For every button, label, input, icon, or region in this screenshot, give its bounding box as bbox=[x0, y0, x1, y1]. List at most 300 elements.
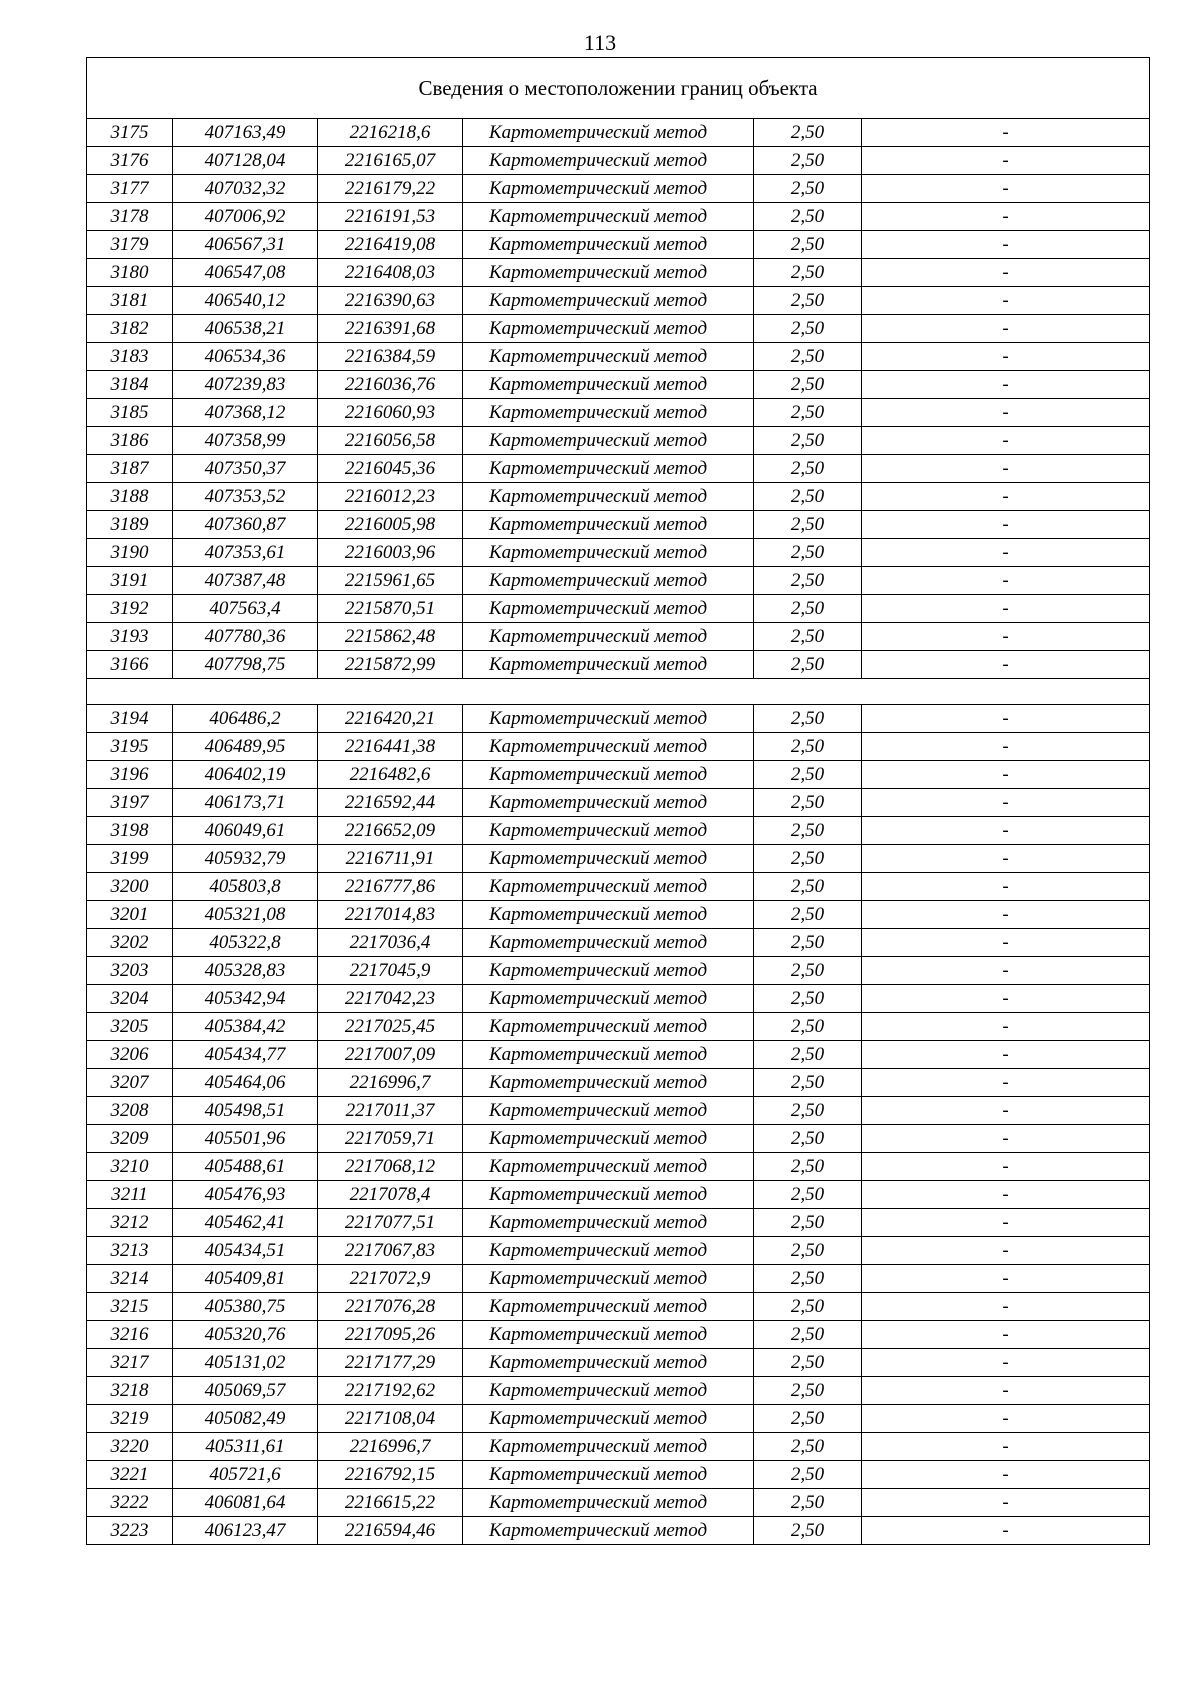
x-coordinate-cell: 407780,36 bbox=[173, 623, 318, 651]
description-cell: - bbox=[862, 1433, 1150, 1461]
point-number-cell: 3178 bbox=[87, 203, 173, 231]
y-coordinate-cell: 2216179,22 bbox=[318, 175, 463, 203]
y-coordinate-cell: 2217177,29 bbox=[318, 1349, 463, 1377]
x-coordinate-cell: 406489,95 bbox=[173, 733, 318, 761]
point-number-cell: 3197 bbox=[87, 789, 173, 817]
y-coordinate-cell: 2216012,23 bbox=[318, 483, 463, 511]
y-coordinate-cell: 2215862,48 bbox=[318, 623, 463, 651]
table-row bbox=[87, 957, 1150, 985]
x-coordinate-cell: 405462,41 bbox=[173, 1209, 318, 1237]
method-cell: Картометрический метод bbox=[463, 957, 754, 985]
description-cell: - bbox=[862, 1489, 1150, 1517]
x-coordinate-cell: 407353,52 bbox=[173, 483, 318, 511]
x-coordinate-cell: 407032,32 bbox=[173, 175, 318, 203]
accuracy-cell: 2,50 bbox=[754, 315, 862, 343]
description-cell: - bbox=[862, 1181, 1150, 1209]
description-cell: - bbox=[862, 789, 1150, 817]
description-cell: - bbox=[862, 817, 1150, 845]
method-cell: Картометрический метод bbox=[463, 1125, 754, 1153]
accuracy-cell: 2,50 bbox=[754, 623, 862, 651]
y-coordinate-cell: 2216218,6 bbox=[318, 119, 463, 147]
point-number-cell: 3202 bbox=[87, 929, 173, 957]
y-coordinate-cell: 2216191,53 bbox=[318, 203, 463, 231]
method-cell: Картометрический метод bbox=[463, 315, 754, 343]
y-coordinate-cell: 2216165,07 bbox=[318, 147, 463, 175]
x-coordinate-cell: 405082,49 bbox=[173, 1405, 318, 1433]
table-row bbox=[87, 1433, 1150, 1461]
method-cell: Картометрический метод bbox=[463, 1461, 754, 1489]
description-cell: - bbox=[862, 1237, 1150, 1265]
description-cell: - bbox=[862, 1377, 1150, 1405]
description-cell: - bbox=[862, 957, 1150, 985]
table-row bbox=[87, 873, 1150, 901]
point-number-cell: 3184 bbox=[87, 371, 173, 399]
x-coordinate-cell: 406123,47 bbox=[173, 1517, 318, 1545]
y-coordinate-cell: 2217108,04 bbox=[318, 1405, 463, 1433]
description-cell: - bbox=[862, 147, 1150, 175]
y-coordinate-cell: 2217045,9 bbox=[318, 957, 463, 985]
table-row bbox=[87, 1069, 1150, 1097]
method-cell: Картометрический метод bbox=[463, 371, 754, 399]
accuracy-cell: 2,50 bbox=[754, 567, 862, 595]
x-coordinate-cell: 407358,99 bbox=[173, 427, 318, 455]
method-cell: Картометрический метод bbox=[463, 455, 754, 483]
accuracy-cell: 2,50 bbox=[754, 817, 862, 845]
table-row bbox=[87, 119, 1150, 147]
group-separator-row bbox=[87, 679, 1150, 705]
accuracy-cell: 2,50 bbox=[754, 287, 862, 315]
point-number-cell: 3207 bbox=[87, 1069, 173, 1097]
point-number-cell: 3190 bbox=[87, 539, 173, 567]
description-cell: - bbox=[862, 1209, 1150, 1237]
point-number-cell: 3194 bbox=[87, 705, 173, 733]
method-cell: Картометрический метод bbox=[463, 147, 754, 175]
method-cell: Картометрический метод bbox=[463, 705, 754, 733]
accuracy-cell: 2,50 bbox=[754, 929, 862, 957]
description-cell: - bbox=[862, 1293, 1150, 1321]
x-coordinate-cell: 405320,76 bbox=[173, 1321, 318, 1349]
y-coordinate-cell: 2215961,65 bbox=[318, 567, 463, 595]
accuracy-cell: 2,50 bbox=[754, 1377, 862, 1405]
accuracy-cell: 2,50 bbox=[754, 1433, 862, 1461]
boundary-table bbox=[86, 57, 1150, 1545]
accuracy-cell: 2,50 bbox=[754, 1321, 862, 1349]
table-row bbox=[87, 343, 1150, 371]
method-cell: Картометрический метод bbox=[463, 1265, 754, 1293]
accuracy-cell: 2,50 bbox=[754, 733, 862, 761]
description-cell: - bbox=[862, 119, 1150, 147]
point-number-cell: 3222 bbox=[87, 1489, 173, 1517]
description-cell: - bbox=[862, 1517, 1150, 1545]
x-coordinate-cell: 407006,92 bbox=[173, 203, 318, 231]
y-coordinate-cell: 2216594,46 bbox=[318, 1517, 463, 1545]
point-number-cell: 3214 bbox=[87, 1265, 173, 1293]
x-coordinate-cell: 405311,61 bbox=[173, 1433, 318, 1461]
accuracy-cell: 2,50 bbox=[754, 595, 862, 623]
x-coordinate-cell: 407368,12 bbox=[173, 399, 318, 427]
y-coordinate-cell: 2216003,96 bbox=[318, 539, 463, 567]
table-row bbox=[87, 1461, 1150, 1489]
table-row bbox=[87, 985, 1150, 1013]
point-number-cell: 3166 bbox=[87, 651, 173, 679]
y-coordinate-cell: 2215870,51 bbox=[318, 595, 463, 623]
x-coordinate-cell: 405131,02 bbox=[173, 1349, 318, 1377]
point-number-cell: 3179 bbox=[87, 231, 173, 259]
y-coordinate-cell: 2217072,9 bbox=[318, 1265, 463, 1293]
table-row bbox=[87, 595, 1150, 623]
point-number-cell: 3204 bbox=[87, 985, 173, 1013]
point-number-cell: 3182 bbox=[87, 315, 173, 343]
description-cell: - bbox=[862, 595, 1150, 623]
accuracy-cell: 2,50 bbox=[754, 1069, 862, 1097]
method-cell: Картометрический метод bbox=[463, 1293, 754, 1321]
point-number-cell: 3196 bbox=[87, 761, 173, 789]
table-row bbox=[87, 1153, 1150, 1181]
point-number-cell: 3177 bbox=[87, 175, 173, 203]
y-coordinate-cell: 2217059,71 bbox=[318, 1125, 463, 1153]
table-row bbox=[87, 1265, 1150, 1293]
accuracy-cell: 2,50 bbox=[754, 1349, 862, 1377]
y-coordinate-cell: 2216005,98 bbox=[318, 511, 463, 539]
point-number-cell: 3191 bbox=[87, 567, 173, 595]
accuracy-cell: 2,50 bbox=[754, 1517, 862, 1545]
accuracy-cell: 2,50 bbox=[754, 511, 862, 539]
method-cell: Картометрический метод bbox=[463, 1433, 754, 1461]
method-cell: Картометрический метод bbox=[463, 1517, 754, 1545]
table-row bbox=[87, 399, 1150, 427]
method-cell: Картометрический метод bbox=[463, 1153, 754, 1181]
method-cell: Картометрический метод bbox=[463, 1377, 754, 1405]
description-cell: - bbox=[862, 985, 1150, 1013]
point-number-cell: 3212 bbox=[87, 1209, 173, 1237]
method-cell: Картометрический метод bbox=[463, 873, 754, 901]
point-number-cell: 3218 bbox=[87, 1377, 173, 1405]
description-cell: - bbox=[862, 483, 1150, 511]
y-coordinate-cell: 2217011,37 bbox=[318, 1097, 463, 1125]
method-cell: Картометрический метод bbox=[463, 175, 754, 203]
method-cell: Картометрический метод bbox=[463, 789, 754, 817]
description-cell: - bbox=[862, 1125, 1150, 1153]
y-coordinate-cell: 2216615,22 bbox=[318, 1489, 463, 1517]
method-cell: Картометрический метод bbox=[463, 483, 754, 511]
accuracy-cell: 2,50 bbox=[754, 455, 862, 483]
x-coordinate-cell: 407353,61 bbox=[173, 539, 318, 567]
method-cell: Картометрический метод bbox=[463, 595, 754, 623]
y-coordinate-cell: 2216996,7 bbox=[318, 1433, 463, 1461]
accuracy-cell: 2,50 bbox=[754, 175, 862, 203]
point-number-cell: 3221 bbox=[87, 1461, 173, 1489]
point-number-cell: 3216 bbox=[87, 1321, 173, 1349]
x-coordinate-cell: 406540,12 bbox=[173, 287, 318, 315]
point-number-cell: 3219 bbox=[87, 1405, 173, 1433]
accuracy-cell: 2,50 bbox=[754, 651, 862, 679]
method-cell: Картометрический метод bbox=[463, 985, 754, 1013]
method-cell: Картометрический метод bbox=[463, 817, 754, 845]
accuracy-cell: 2,50 bbox=[754, 371, 862, 399]
table-row bbox=[87, 483, 1150, 511]
y-coordinate-cell: 2217077,51 bbox=[318, 1209, 463, 1237]
y-coordinate-cell: 2217076,28 bbox=[318, 1293, 463, 1321]
accuracy-cell: 2,50 bbox=[754, 1209, 862, 1237]
accuracy-cell: 2,50 bbox=[754, 539, 862, 567]
point-number-cell: 3205 bbox=[87, 1013, 173, 1041]
y-coordinate-cell: 2216792,15 bbox=[318, 1461, 463, 1489]
accuracy-cell: 2,50 bbox=[754, 1489, 862, 1517]
point-number-cell: 3176 bbox=[87, 147, 173, 175]
description-cell: - bbox=[862, 929, 1150, 957]
method-cell: Картометрический метод bbox=[463, 567, 754, 595]
x-coordinate-cell: 405488,61 bbox=[173, 1153, 318, 1181]
table-row bbox=[87, 371, 1150, 399]
x-coordinate-cell: 405476,93 bbox=[173, 1181, 318, 1209]
description-cell: - bbox=[862, 873, 1150, 901]
x-coordinate-cell: 405328,83 bbox=[173, 957, 318, 985]
method-cell: Картометрический метод bbox=[463, 287, 754, 315]
y-coordinate-cell: 2215872,99 bbox=[318, 651, 463, 679]
table-row bbox=[87, 427, 1150, 455]
x-coordinate-cell: 405434,51 bbox=[173, 1237, 318, 1265]
y-coordinate-cell: 2216592,44 bbox=[318, 789, 463, 817]
x-coordinate-cell: 405069,57 bbox=[173, 1377, 318, 1405]
x-coordinate-cell: 406538,21 bbox=[173, 315, 318, 343]
method-cell: Картометрический метод bbox=[463, 1041, 754, 1069]
point-number-cell: 3199 bbox=[87, 845, 173, 873]
accuracy-cell: 2,50 bbox=[754, 1293, 862, 1321]
y-coordinate-cell: 2217042,23 bbox=[318, 985, 463, 1013]
method-cell: Картометрический метод bbox=[463, 651, 754, 679]
x-coordinate-cell: 405321,08 bbox=[173, 901, 318, 929]
description-cell: - bbox=[862, 287, 1150, 315]
method-cell: Картометрический метод bbox=[463, 845, 754, 873]
table-row bbox=[87, 1517, 1150, 1545]
table-row bbox=[87, 789, 1150, 817]
accuracy-cell: 2,50 bbox=[754, 1013, 862, 1041]
y-coordinate-cell: 2217036,4 bbox=[318, 929, 463, 957]
x-coordinate-cell: 407387,48 bbox=[173, 567, 318, 595]
method-cell: Картометрический метод bbox=[463, 901, 754, 929]
x-coordinate-cell: 407128,04 bbox=[173, 147, 318, 175]
point-number-cell: 3193 bbox=[87, 623, 173, 651]
method-cell: Картометрический метод bbox=[463, 511, 754, 539]
accuracy-cell: 2,50 bbox=[754, 901, 862, 929]
y-coordinate-cell: 2216060,93 bbox=[318, 399, 463, 427]
table-row bbox=[87, 567, 1150, 595]
x-coordinate-cell: 405464,06 bbox=[173, 1069, 318, 1097]
table-row bbox=[87, 705, 1150, 733]
description-cell: - bbox=[862, 259, 1150, 287]
page-number: 113 bbox=[583, 30, 617, 55]
x-coordinate-cell: 405322,8 bbox=[173, 929, 318, 957]
x-coordinate-cell: 406534,36 bbox=[173, 343, 318, 371]
table-row bbox=[87, 511, 1150, 539]
method-cell: Картометрический метод bbox=[463, 1321, 754, 1349]
x-coordinate-cell: 405932,79 bbox=[173, 845, 318, 873]
accuracy-cell: 2,50 bbox=[754, 873, 862, 901]
y-coordinate-cell: 2217078,4 bbox=[318, 1181, 463, 1209]
method-cell: Картометрический метод bbox=[463, 427, 754, 455]
x-coordinate-cell: 405342,94 bbox=[173, 985, 318, 1013]
title-row bbox=[87, 58, 1150, 119]
point-number-cell: 3189 bbox=[87, 511, 173, 539]
y-coordinate-cell: 2216441,38 bbox=[318, 733, 463, 761]
method-cell: Картометрический метод bbox=[463, 399, 754, 427]
y-coordinate-cell: 2216390,63 bbox=[318, 287, 463, 315]
point-number-cell: 3210 bbox=[87, 1153, 173, 1181]
x-coordinate-cell: 407239,83 bbox=[173, 371, 318, 399]
description-cell: - bbox=[862, 539, 1150, 567]
point-number-cell: 3192 bbox=[87, 595, 173, 623]
description-cell: - bbox=[862, 315, 1150, 343]
point-number-cell: 3223 bbox=[87, 1517, 173, 1545]
accuracy-cell: 2,50 bbox=[754, 343, 862, 371]
method-cell: Картометрический метод bbox=[463, 733, 754, 761]
accuracy-cell: 2,50 bbox=[754, 1265, 862, 1293]
y-coordinate-cell: 2216996,7 bbox=[318, 1069, 463, 1097]
accuracy-cell: 2,50 bbox=[754, 985, 862, 1013]
table-row bbox=[87, 1097, 1150, 1125]
y-coordinate-cell: 2217192,62 bbox=[318, 1377, 463, 1405]
table-row bbox=[87, 651, 1150, 679]
table-row bbox=[87, 147, 1150, 175]
x-coordinate-cell: 406486,2 bbox=[173, 705, 318, 733]
description-cell: - bbox=[862, 761, 1150, 789]
description-cell: - bbox=[862, 343, 1150, 371]
method-cell: Картометрический метод bbox=[463, 1013, 754, 1041]
x-coordinate-cell: 406049,61 bbox=[173, 817, 318, 845]
description-cell: - bbox=[862, 651, 1150, 679]
accuracy-cell: 2,50 bbox=[754, 231, 862, 259]
x-coordinate-cell: 405434,77 bbox=[173, 1041, 318, 1069]
description-cell: - bbox=[862, 623, 1150, 651]
table-row bbox=[87, 733, 1150, 761]
point-number-cell: 3211 bbox=[87, 1181, 173, 1209]
table-row bbox=[87, 929, 1150, 957]
x-coordinate-cell: 406081,64 bbox=[173, 1489, 318, 1517]
description-cell: - bbox=[862, 1013, 1150, 1041]
table-row bbox=[87, 1405, 1150, 1433]
accuracy-cell: 2,50 bbox=[754, 1405, 862, 1433]
accuracy-cell: 2,50 bbox=[754, 1181, 862, 1209]
y-coordinate-cell: 2216711,91 bbox=[318, 845, 463, 873]
description-cell: - bbox=[862, 845, 1150, 873]
point-number-cell: 3198 bbox=[87, 817, 173, 845]
table-row bbox=[87, 1209, 1150, 1237]
description-cell: - bbox=[862, 1461, 1150, 1489]
y-coordinate-cell: 2216652,09 bbox=[318, 817, 463, 845]
table-row bbox=[87, 1237, 1150, 1265]
accuracy-cell: 2,50 bbox=[754, 483, 862, 511]
point-number-cell: 3185 bbox=[87, 399, 173, 427]
table-body bbox=[87, 58, 1150, 1545]
accuracy-cell: 2,50 bbox=[754, 399, 862, 427]
table-row bbox=[87, 259, 1150, 287]
description-cell: - bbox=[862, 1153, 1150, 1181]
x-coordinate-cell: 407350,37 bbox=[173, 455, 318, 483]
y-coordinate-cell: 2216056,58 bbox=[318, 427, 463, 455]
x-coordinate-cell: 405380,75 bbox=[173, 1293, 318, 1321]
point-number-cell: 3208 bbox=[87, 1097, 173, 1125]
table-row bbox=[87, 1349, 1150, 1377]
table-row bbox=[87, 817, 1150, 845]
x-coordinate-cell: 405409,81 bbox=[173, 1265, 318, 1293]
point-number-cell: 3195 bbox=[87, 733, 173, 761]
method-cell: Картометрический метод bbox=[463, 1405, 754, 1433]
table-row bbox=[87, 287, 1150, 315]
x-coordinate-cell: 407163,49 bbox=[173, 119, 318, 147]
table-row bbox=[87, 175, 1150, 203]
y-coordinate-cell: 2216391,68 bbox=[318, 315, 463, 343]
method-cell: Картометрический метод bbox=[463, 929, 754, 957]
y-coordinate-cell: 2216419,08 bbox=[318, 231, 463, 259]
accuracy-cell: 2,50 bbox=[754, 1461, 862, 1489]
table-row bbox=[87, 845, 1150, 873]
x-coordinate-cell: 406567,31 bbox=[173, 231, 318, 259]
table-row bbox=[87, 203, 1150, 231]
method-cell: Картометрический метод bbox=[463, 623, 754, 651]
method-cell: Картометрический метод bbox=[463, 1181, 754, 1209]
table-row bbox=[87, 1041, 1150, 1069]
point-number-cell: 3175 bbox=[87, 119, 173, 147]
method-cell: Картометрический метод bbox=[463, 761, 754, 789]
description-cell: - bbox=[862, 231, 1150, 259]
x-coordinate-cell: 407360,87 bbox=[173, 511, 318, 539]
table-row bbox=[87, 315, 1150, 343]
point-number-cell: 3201 bbox=[87, 901, 173, 929]
accuracy-cell: 2,50 bbox=[754, 761, 862, 789]
group-separator-cell bbox=[87, 679, 1150, 705]
accuracy-cell: 2,50 bbox=[754, 957, 862, 985]
accuracy-cell: 2,50 bbox=[754, 1237, 862, 1265]
table-row bbox=[87, 539, 1150, 567]
accuracy-cell: 2,50 bbox=[754, 1125, 862, 1153]
method-cell: Картометрический метод bbox=[463, 1097, 754, 1125]
description-cell: - bbox=[862, 1349, 1150, 1377]
method-cell: Картометрический метод bbox=[463, 259, 754, 287]
description-cell: - bbox=[862, 203, 1150, 231]
accuracy-cell: 2,50 bbox=[754, 789, 862, 817]
x-coordinate-cell: 405803,8 bbox=[173, 873, 318, 901]
description-cell: - bbox=[862, 1321, 1150, 1349]
x-coordinate-cell: 407563,4 bbox=[173, 595, 318, 623]
description-cell: - bbox=[862, 733, 1150, 761]
method-cell: Картометрический метод bbox=[463, 1489, 754, 1517]
point-number-cell: 3215 bbox=[87, 1293, 173, 1321]
point-number-cell: 3188 bbox=[87, 483, 173, 511]
x-coordinate-cell: 405384,42 bbox=[173, 1013, 318, 1041]
point-number-cell: 3200 bbox=[87, 873, 173, 901]
x-coordinate-cell: 406402,19 bbox=[173, 761, 318, 789]
method-cell: Картометрический метод bbox=[463, 539, 754, 567]
point-number-cell: 3180 bbox=[87, 259, 173, 287]
x-coordinate-cell: 406173,71 bbox=[173, 789, 318, 817]
table-row bbox=[87, 1489, 1150, 1517]
point-number-cell: 3187 bbox=[87, 455, 173, 483]
description-cell: - bbox=[862, 705, 1150, 733]
point-number-cell: 3203 bbox=[87, 957, 173, 985]
y-coordinate-cell: 2217067,83 bbox=[318, 1237, 463, 1265]
description-cell: - bbox=[862, 901, 1150, 929]
accuracy-cell: 2,50 bbox=[754, 119, 862, 147]
y-coordinate-cell: 2216420,21 bbox=[318, 705, 463, 733]
table-row bbox=[87, 1321, 1150, 1349]
description-cell: - bbox=[862, 1069, 1150, 1097]
description-cell: - bbox=[862, 1265, 1150, 1293]
description-cell: - bbox=[862, 567, 1150, 595]
accuracy-cell: 2,50 bbox=[754, 1097, 862, 1125]
table-row bbox=[87, 761, 1150, 789]
y-coordinate-cell: 2216036,76 bbox=[318, 371, 463, 399]
description-cell: - bbox=[862, 371, 1150, 399]
